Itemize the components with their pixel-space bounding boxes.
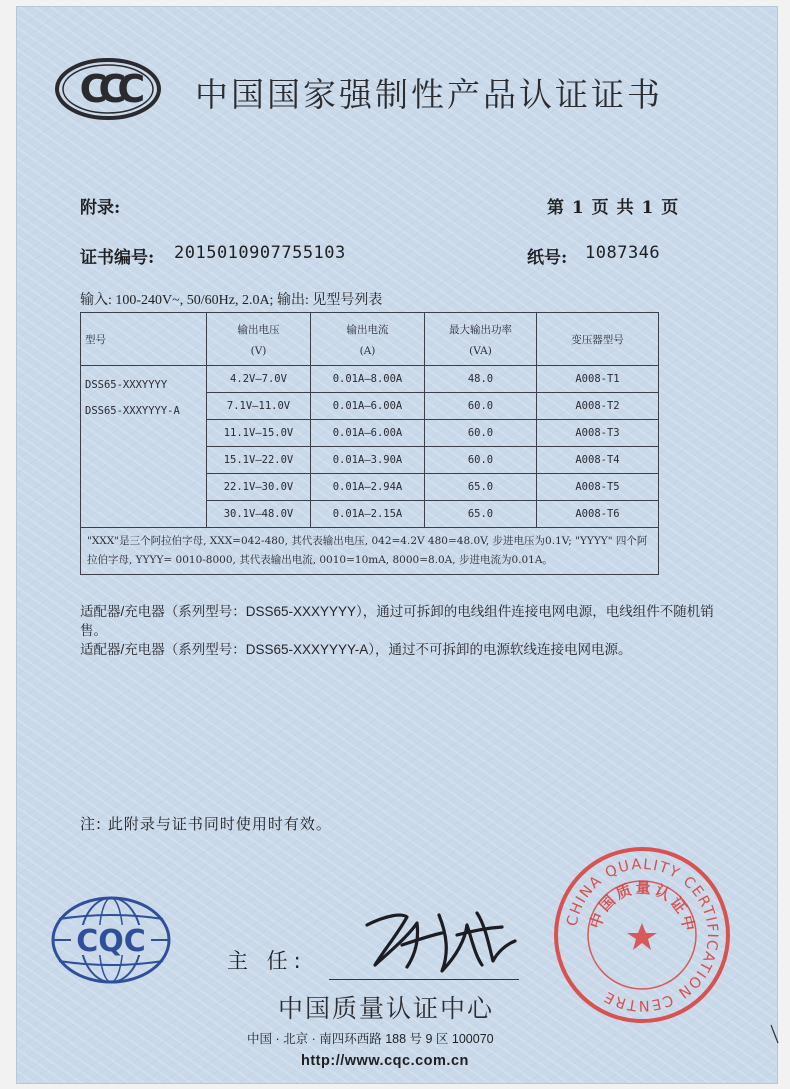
model-name: DSS65-XXXYYYY-A xyxy=(85,405,180,417)
power-cell: 65.0 xyxy=(425,501,537,528)
table-row xyxy=(81,366,659,393)
director-signature xyxy=(347,895,527,979)
certificate-sheet xyxy=(16,6,778,1084)
power-cell: 60.0 xyxy=(425,447,537,474)
ccc-logo-text: CCC xyxy=(79,67,137,111)
paragraph-non-detachable: 适配器/充电器（系列型号：DSS65-XXXYYYY-A），通过不可拆卸的电源软线连接电网电源。 xyxy=(80,642,632,657)
table-header-row xyxy=(81,313,659,366)
paragraph-detachable: 适配器/充电器（系列型号：DSS65-XXXYYYY），通过可拆卸的电线组件连接电网电源，电线组件不随机销售。 xyxy=(80,604,714,638)
signature-line xyxy=(329,979,519,980)
header-model: 型号 xyxy=(81,313,207,366)
cqc-logo-text: CQC xyxy=(76,924,146,959)
transformer-cell: A008-T5 xyxy=(537,474,659,501)
power-cell: 60.0 xyxy=(425,420,537,447)
document-title: 中国国家强制性产品认证证书 xyxy=(195,75,663,114)
header-current: 输出电流 (A) xyxy=(311,313,425,366)
voltage-cell: 7.1V—11.0V xyxy=(207,393,311,420)
voltage-cell: 30.1V—48.0V xyxy=(207,501,311,528)
table-note-row xyxy=(81,528,659,575)
issuer-website: http://www.cqc.com.cn xyxy=(301,1053,469,1069)
current-cell: 0.01A—2.15A xyxy=(311,501,425,528)
cqc-logo xyxy=(49,895,174,985)
transformer-cell: A008-T1 xyxy=(537,366,659,393)
current-cell: 0.01A—2.94A xyxy=(311,474,425,501)
issuer-address: 中国 · 北京 · 南四环西路 188 号 9 区 100070 xyxy=(247,1032,494,1046)
voltage-cell: 22.1V—30.0V xyxy=(207,474,311,501)
transformer-cell: A008-T6 xyxy=(537,501,659,528)
table-note: "XXX"是三个阿拉伯字母, XXX=042-480, 其代表输出电压, 042=4.2V 480=48.0V, 步进电压为0.1V; "YYYY" 四个阿拉伯字母, YYYY= 0010-8000, 其代表输出电流, 0010=10mA, 8000=8.0A, 步进电流为0.01A。 xyxy=(81,528,659,575)
current-cell: 0.01A—6.00A xyxy=(311,420,425,447)
issuer-name: 中国质量认证中心 xyxy=(278,994,495,1023)
header-power: 最大输出功率 (VA) xyxy=(425,313,537,366)
paper-number-label: 纸号: xyxy=(527,248,568,268)
model-cell xyxy=(81,366,207,528)
seal-inner-text: 中国质量认证中 xyxy=(586,878,699,936)
validity-note: 注: 此附录与证书同时使用时有效。 xyxy=(80,815,332,833)
current-cell: 0.01A—6.00A xyxy=(311,393,425,420)
cert-number-value: 2015010907755103 xyxy=(174,243,346,263)
current-cell: 0.01A—3.90A xyxy=(311,447,425,474)
voltage-cell: 4.2V—7.0V xyxy=(207,366,311,393)
director-label: 主 任: xyxy=(227,949,307,973)
transformer-cell: A008-T3 xyxy=(537,420,659,447)
voltage-cell: 15.1V—22.0V xyxy=(207,447,311,474)
model-spec-table xyxy=(80,312,659,575)
pen-mark xyxy=(769,1023,781,1045)
model-name: DSS65-XXXYYYY xyxy=(85,379,168,391)
transformer-cell: A008-T4 xyxy=(537,447,659,474)
power-cell: 48.0 xyxy=(425,366,537,393)
header-transformer: 变压器型号 xyxy=(537,313,659,366)
cert-number-label: 证书编号: xyxy=(80,248,155,268)
power-cell: 65.0 xyxy=(425,474,537,501)
ccc-logo xyxy=(53,57,163,121)
seal-outer-text: CHINA QUALITY CERTIFICATION CENTRE xyxy=(564,856,721,1014)
voltage-cell: 11.1V—15.0V xyxy=(207,420,311,447)
appendix-label: 附录: xyxy=(80,198,121,218)
power-cell: 60.0 xyxy=(425,393,537,420)
current-cell: 0.01A—8.00A xyxy=(311,366,425,393)
page-info: 第 1 页 共 1 页 xyxy=(547,198,680,218)
transformer-cell: A008-T2 xyxy=(537,393,659,420)
input-output-spec: 输入: 100-240V~, 50/60Hz, 2.0A; 输出: 见型号列表 xyxy=(80,293,383,308)
paper-number-value: 1087346 xyxy=(585,243,661,263)
official-seal xyxy=(552,845,732,1025)
header-voltage: 输出电压 (V) xyxy=(207,313,311,366)
